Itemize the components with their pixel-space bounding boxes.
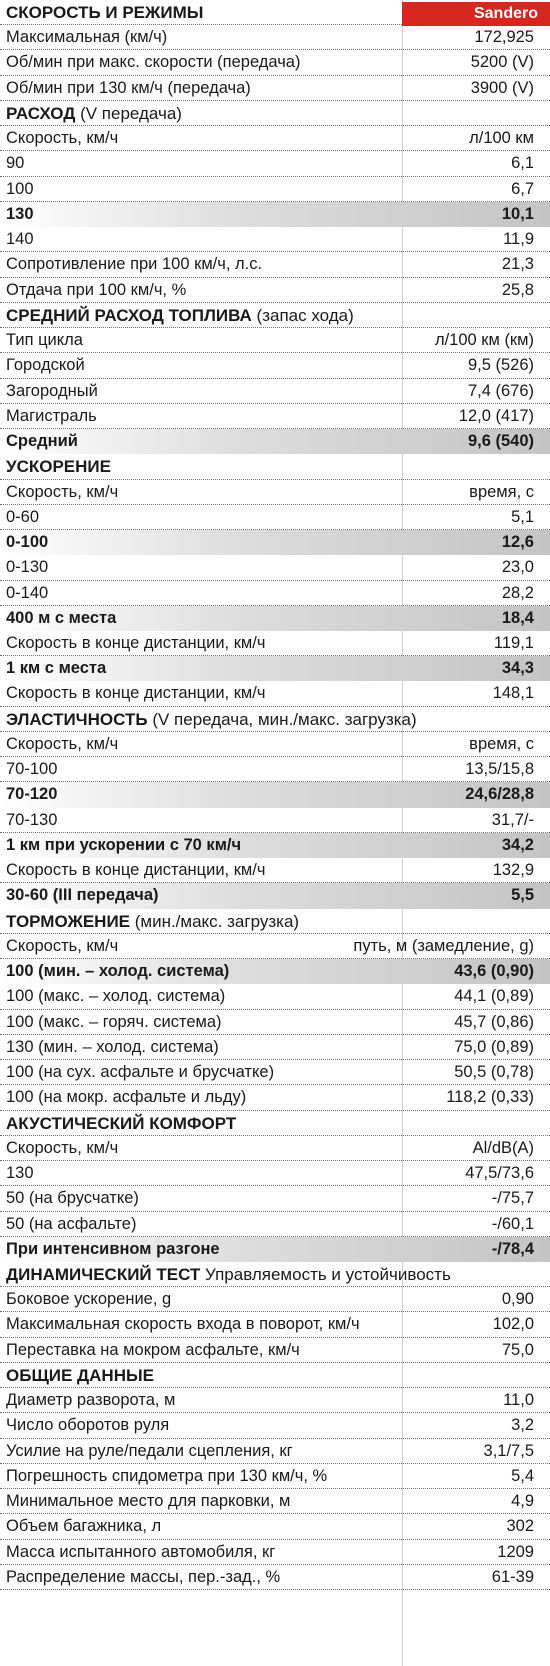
row-value: 3,1/7,5: [483, 1441, 534, 1460]
table-row: [0, 1010, 550, 1035]
row-value: 44,1 (0,89): [454, 987, 534, 1006]
row-value: 11,9: [503, 230, 534, 249]
row-label: Число оборотов руля: [6, 1416, 170, 1435]
row-value: 5,1: [511, 507, 534, 526]
section-title: [6, 707, 417, 732]
row-label: 100 (на мокр. асфальте и льду): [6, 1088, 247, 1107]
row-value: 1209: [497, 1542, 534, 1561]
row-label: 50 (на брусчатке): [6, 1189, 139, 1208]
row-value: 119,1: [493, 634, 534, 652]
row-value: -/78,4: [491, 1239, 534, 1258]
row-label: Скорость, км/ч: [6, 129, 119, 148]
row-value: 21,3: [501, 255, 534, 274]
row-label: Магистраль: [6, 406, 97, 425]
row-label: Скорость в конце дистанции, км/ч: [6, 634, 266, 652]
row-value: 0,90: [501, 1290, 534, 1309]
row-value: 47,5/73,6: [465, 1164, 534, 1183]
table-row: [0, 404, 550, 429]
column-header-row: [0, 126, 550, 151]
row-label: 70-100: [6, 760, 58, 779]
row-value: 24,6/28,8: [465, 785, 534, 804]
row-label: 140: [6, 230, 34, 249]
row-value: 31,7/-: [491, 810, 534, 829]
table-row: [0, 151, 550, 176]
section-title: [6, 454, 111, 479]
table-row: [0, 581, 550, 606]
row-value: 7,4 (676): [467, 381, 534, 400]
table-row: [0, 1287, 550, 1312]
table-row: [0, 177, 550, 202]
row-label: Усилие на руле/педали сцепления, кг: [6, 1441, 293, 1460]
row-value: 75,0 (0,89): [454, 1037, 534, 1056]
row-value: 75,0: [501, 1340, 534, 1359]
table-row: [0, 782, 550, 807]
section-header: [0, 1111, 550, 1136]
section-note: (мин./макс. загрузка): [130, 911, 300, 931]
table-row: [0, 227, 550, 252]
row-label: Скорость, км/ч: [6, 936, 119, 955]
row-label: 1 км с места: [6, 659, 107, 678]
row-label: 100: [6, 179, 34, 198]
row-label: Отдача при 100 км/ч, %: [6, 280, 187, 299]
table-row: [0, 278, 550, 303]
row-value: 45,7 (0,86): [454, 1012, 534, 1031]
row-value: 5,5: [511, 886, 534, 905]
row-value: л/100 км (км): [434, 331, 534, 350]
row-label: Погрешность спидометра при 130 км/ч, %: [6, 1466, 328, 1485]
row-label: 70-120: [6, 785, 58, 804]
row-value: 4,9: [511, 1492, 534, 1511]
row-value: 118,2 (0,33): [446, 1088, 534, 1107]
table-row: [0, 656, 550, 681]
row-label: При интенсивном разгоне: [6, 1239, 220, 1258]
section-title: [6, 0, 203, 25]
row-label: Боковое ускорение, g: [6, 1290, 172, 1309]
row-value: 5,4: [511, 1466, 534, 1485]
section-title-bold: СРЕДНИЙ РАСХОД ТОПЛИВА: [6, 305, 252, 325]
row-value: 61-39: [491, 1567, 534, 1586]
row-value: 6,7: [511, 179, 534, 198]
row-value: 13,5/15,8: [465, 760, 534, 779]
row-label: Объем багажника, л: [6, 1517, 162, 1536]
row-label: Городской: [6, 356, 85, 375]
row-value: 28,2: [501, 583, 534, 602]
table-row: [0, 1035, 550, 1060]
section-title-bold: ОБЩИЕ ДАННЫЕ: [6, 1365, 154, 1385]
section-header: [0, 1363, 550, 1388]
row-label: Тип цикла: [6, 331, 83, 350]
table-row: [0, 883, 550, 908]
table-row: [0, 1060, 550, 1085]
section-title: [6, 303, 354, 328]
column-header-row: [0, 934, 550, 959]
row-value: 132,9: [492, 861, 534, 880]
row-label: 100 (макс. – горяч. система): [6, 1012, 222, 1031]
table-row: [0, 76, 550, 101]
row-label: Загородный: [6, 381, 98, 400]
row-label: Скорость, км/ч: [6, 734, 119, 753]
table-row: [0, 606, 550, 631]
row-value: 148,1: [492, 684, 534, 703]
table-row: [0, 757, 550, 782]
section-title: [6, 1363, 154, 1388]
table-row: [0, 1514, 550, 1539]
table-row: [0, 379, 550, 404]
row-value: 12,0 (417): [458, 406, 534, 425]
section-header: [0, 101, 550, 126]
row-label: 100 (макс. – холод. система): [6, 987, 226, 1006]
row-value: -/75,7: [491, 1189, 534, 1208]
row-value: 12,6: [501, 533, 534, 552]
table-row: [0, 1464, 550, 1489]
section-title-bold: ДИНАМИЧЕСКИЙ ТЕСТ: [6, 1265, 201, 1284]
section-title-bold: РАСХОД: [6, 103, 76, 123]
row-value: 9,5 (526): [467, 356, 534, 375]
table-row: [0, 353, 550, 378]
section-title-bold: ТОРМОЖЕНИЕ: [6, 911, 130, 931]
row-value: 18,4: [501, 608, 534, 627]
section-title: [6, 909, 299, 934]
table-row: [0, 984, 550, 1009]
row-value: 34,2: [501, 835, 534, 854]
row-label: 0-140: [6, 583, 49, 602]
table-row: [0, 1489, 550, 1514]
column-header-row: [0, 1136, 550, 1161]
row-value: 9,6 (540): [467, 432, 534, 451]
row-label: 30-60 (III передача): [6, 886, 159, 905]
section-note: Управляемость и устойчивость: [200, 1265, 451, 1284]
row-label: Диаметр разворота, м: [6, 1391, 176, 1410]
row-label: 130: [6, 1164, 34, 1183]
row-value: 11,0: [503, 1391, 534, 1410]
row-label: 50 (на асфальте): [6, 1214, 137, 1233]
section-title-bold: УСКОРЕНИЕ: [6, 457, 111, 477]
table-row: [0, 833, 550, 858]
row-value: 50,5 (0,78): [454, 1063, 534, 1082]
row-value: 43,6 (0,90): [454, 962, 534, 981]
table-row: [0, 631, 550, 656]
row-value: 102,0: [492, 1315, 534, 1334]
row-value: 5200 (V): [470, 53, 534, 72]
row-label: 70-130: [6, 810, 58, 829]
row-label: Распределение массы, пер.-зад., %: [6, 1567, 281, 1586]
row-label: 90: [6, 154, 25, 173]
row-value: путь, м (замедление, g): [353, 936, 534, 955]
row-label: Скорость, км/ч: [6, 1138, 119, 1157]
section-title: [6, 1111, 236, 1136]
row-label: 130 (мин. – холод. система): [6, 1037, 219, 1056]
section-header: [0, 303, 550, 328]
table-row: [0, 1413, 550, 1438]
row-value: 3,2: [511, 1416, 534, 1435]
column-header-row: [0, 328, 550, 353]
row-label: 400 м с места: [6, 608, 117, 627]
row-value: Al/dB(A): [472, 1138, 534, 1157]
table-row: [0, 681, 550, 706]
row-label: 130: [6, 204, 34, 223]
row-label: Масса испытанного автомобиля, кг: [6, 1542, 276, 1561]
row-value: время, с: [469, 482, 534, 501]
table-row: [0, 252, 550, 277]
row-label: 100 (на сух. асфальте и брусчатке): [6, 1063, 275, 1082]
table-row: [0, 505, 550, 530]
section-title-bold: АКУСТИЧЕСКИЙ КОМФОРТ: [6, 1113, 237, 1133]
table-row: [0, 429, 550, 454]
row-label: 0-130: [6, 558, 49, 577]
row-label: Максимальная (км/ч): [6, 28, 168, 47]
row-label: Минимальное место для парковки, м: [6, 1492, 291, 1511]
table-row: [0, 1540, 550, 1565]
section-header: [0, 707, 550, 732]
row-value: -/60,1: [491, 1214, 534, 1233]
row-label: Переставка на мокром асфальте, км/ч: [6, 1340, 300, 1359]
row-label: Об/мин при 130 км/ч (передача): [6, 78, 251, 97]
row-label: Скорость в конце дистанции, км/ч: [6, 684, 266, 703]
section-title-bold: ЭЛАСТИЧНОСТЬ: [6, 709, 148, 729]
section-header: [0, 454, 550, 479]
table-row: [0, 1565, 550, 1590]
table-row: [0, 1388, 550, 1413]
row-value: л/100 км: [469, 129, 534, 148]
row-value: 3900 (V): [470, 78, 534, 97]
row-label: Об/мин при макс. скорости (передача): [6, 53, 301, 72]
row-label: 0-60: [6, 507, 40, 526]
column-header-row: [0, 732, 550, 757]
table-row: [0, 1237, 550, 1262]
table-row: [0, 1439, 550, 1464]
section-note: (V передача): [75, 103, 182, 123]
table-row: [0, 858, 550, 883]
row-label: Скорость, км/ч: [6, 482, 119, 501]
section-title: [6, 101, 182, 126]
section-note: (запас хода): [251, 305, 354, 325]
table-row: [0, 202, 550, 227]
row-value: 25,8: [501, 280, 534, 299]
row-label: 0-100: [6, 533, 49, 552]
table-row: [0, 1312, 550, 1337]
table-row: [0, 1212, 550, 1237]
column-header-row: [0, 480, 550, 505]
row-value: 302: [506, 1517, 534, 1536]
row-value: 23,0: [501, 558, 534, 577]
section-header: [0, 909, 550, 934]
table-row: [0, 530, 550, 555]
section-header: [0, 1262, 550, 1287]
table-row: [0, 1085, 550, 1110]
table-row: [0, 1338, 550, 1363]
row-label: Скорость в конце дистанции, км/ч: [6, 861, 266, 880]
row-label: Средний: [6, 432, 78, 451]
row-label: 100 (мин. – холод. система): [6, 962, 230, 981]
row-value: время, с: [469, 734, 534, 753]
section-note: (V передача, мин./макс. загрузка): [147, 709, 417, 729]
row-label: 1 км при ускорении с 70 км/ч: [6, 835, 242, 854]
table-row: [0, 959, 550, 984]
table-row: [0, 50, 550, 75]
section-title: [6, 1262, 451, 1287]
table-row: [0, 1186, 550, 1211]
row-value: 6,1: [511, 154, 534, 173]
section-title-bold: СКОРОСТЬ И РЕЖИМЫ: [6, 3, 204, 22]
row-label: Максимальная скорость входа в поворот, км/ч: [6, 1315, 360, 1334]
table-row: [0, 555, 550, 580]
row-value: 10,1: [501, 204, 534, 223]
brand-badge: Sandero: [402, 2, 550, 26]
row-value: 34,3: [501, 659, 534, 678]
table-row: [0, 808, 550, 833]
table-row: [0, 1161, 550, 1186]
row-value: 172,925: [474, 28, 534, 47]
table-row: [0, 25, 550, 50]
row-label: Сопротивление при 100 км/ч, л.с.: [6, 255, 263, 274]
